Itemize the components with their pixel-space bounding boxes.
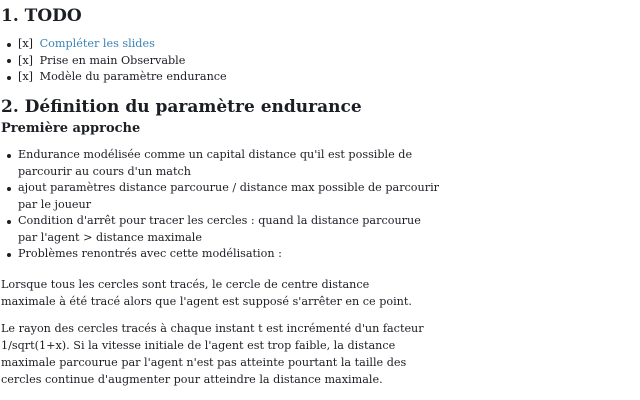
todo-checkbox-marker: [x] (18, 70, 34, 83)
first-approach-subheading: Première approche (1, 121, 141, 136)
paragraph-circles-drawn: Lorsque tous les cercles sont tracés, le cercle de centre distance maximale à été tracé alors que l'agent est supposé s'arrêter en ce point. (1, 278, 412, 308)
list-item: Condition d'arrêt pour tracer les cercles : quand la distance parcourue par l'agent > distance maximale (0, 213, 440, 246)
list-item: Endurance modélisée comme un capital distance qu'il est possible de parcourir au cours d'un match (0, 147, 440, 180)
definition-heading: 2. Définition du paramètre endurance (1, 97, 362, 117)
todo-heading: 1. TODO (1, 6, 82, 26)
todo-checkbox-marker: [x] (18, 37, 34, 50)
complete-slides-link[interactable]: Compléter les slides (39, 37, 155, 50)
list-item: Problèmes renontrés avec cette modélisation : (0, 246, 440, 263)
list-item: ajout paramètres distance parcourue / distance max possible de parcourir par le joueur (0, 180, 440, 213)
todo-checkbox-marker: [x] (18, 53, 34, 67)
todo-item (0, 36, 440, 53)
todo-item-text: Prise en main Observable (39, 53, 186, 67)
todo-item (0, 53, 440, 70)
todo-item-text: Modèle du paramètre endurance (39, 70, 227, 83)
definition-bullets (0, 147, 440, 263)
todo-item (0, 69, 440, 86)
todo-list (0, 36, 440, 86)
paragraph-radius-increment: Le rayon des cercles tracés à chaque instant t est incrémenté d'un facteur 1/sqrt(1+x). Si la vitesse initiale de l'agent est trop faible, la distance maximale parcourue par l'agent n'est pas atteinte pourtant la taille des cercles continue d'augmenter pour atteindre la distance maximale. (1, 322, 424, 386)
